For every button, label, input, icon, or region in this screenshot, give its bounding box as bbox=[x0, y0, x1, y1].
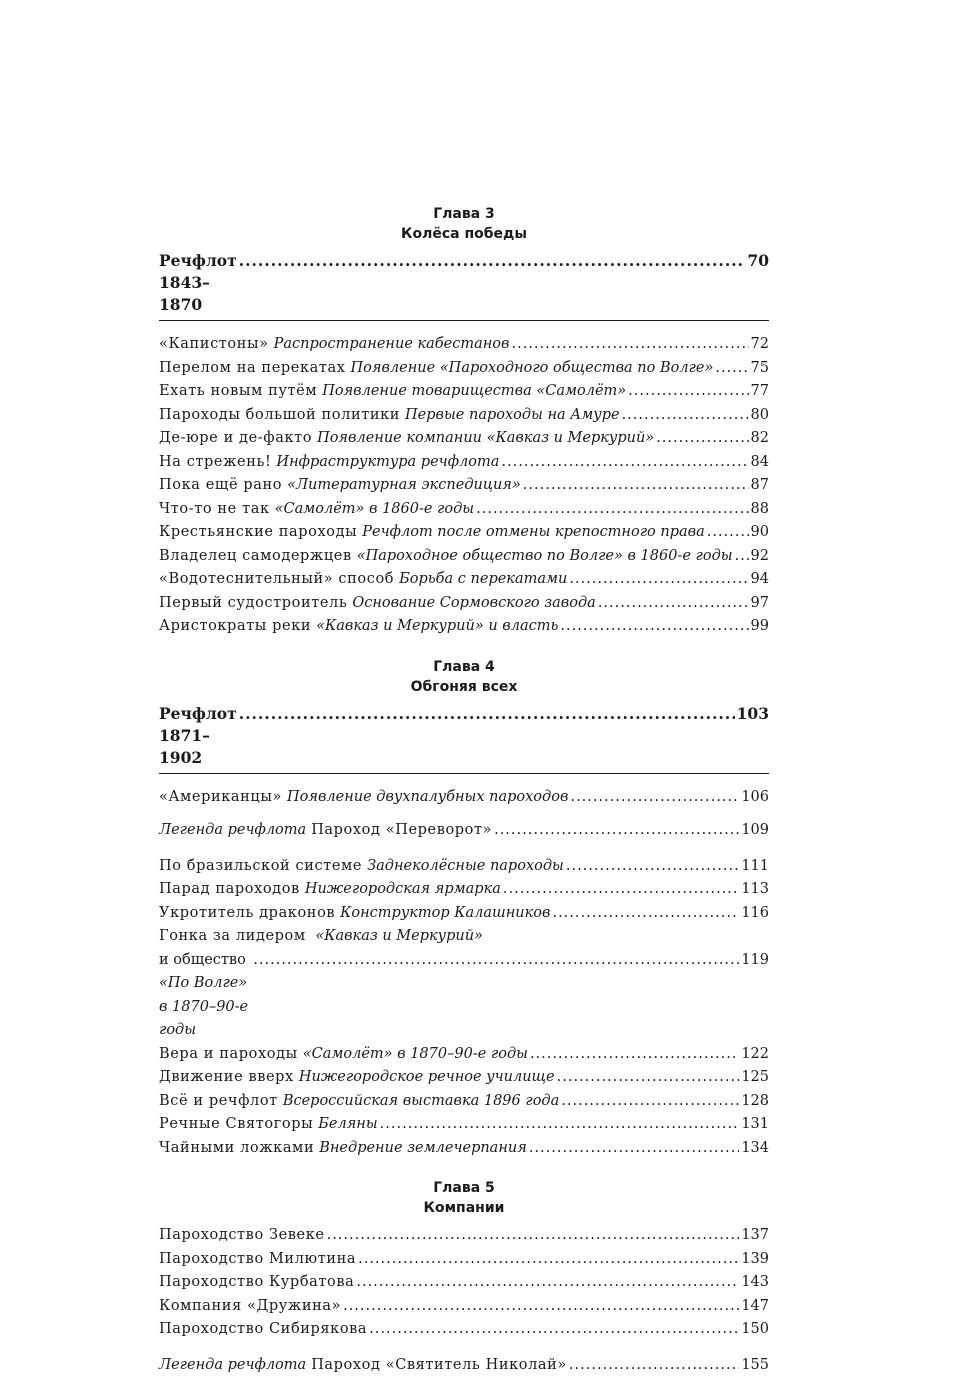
page-number: 82 bbox=[751, 427, 769, 451]
chapter-4 bbox=[159, 657, 769, 1161]
dot-leader bbox=[239, 703, 735, 725]
page-number: 72 bbox=[751, 333, 769, 357]
toc-entry[interactable] bbox=[159, 902, 769, 926]
main-entry[interactable] bbox=[159, 250, 769, 321]
entry-lead: Первый судостроитель bbox=[159, 592, 347, 616]
toc-entry[interactable] bbox=[159, 333, 769, 357]
dot-leader bbox=[628, 380, 748, 404]
page-number: 87 bbox=[751, 474, 769, 498]
dot-leader bbox=[239, 250, 746, 272]
toc-entry[interactable] bbox=[159, 1043, 769, 1067]
toc-entry[interactable] bbox=[159, 615, 769, 639]
entry-lead: Пароходство Зевеке bbox=[159, 1224, 325, 1248]
dot-leader bbox=[707, 521, 749, 545]
entry-lead: «Водотеснительный» способ bbox=[159, 568, 394, 592]
chapter-label: Глава 3 bbox=[159, 204, 769, 224]
entry-continuation: и общество bbox=[159, 952, 246, 968]
entry-lead: По бразильской системе bbox=[159, 855, 362, 879]
main-entry[interactable] bbox=[159, 703, 769, 774]
dot-leader bbox=[358, 1248, 739, 1272]
toc-entry[interactable] bbox=[159, 1066, 769, 1090]
toc-entry[interactable] bbox=[159, 1224, 769, 1248]
entry-subtitle: Инфраструктура речфлота bbox=[276, 451, 499, 475]
page-number: 92 bbox=[751, 545, 769, 569]
page-number: 84 bbox=[751, 451, 769, 475]
entry-list bbox=[159, 855, 769, 926]
toc-entry[interactable] bbox=[159, 855, 769, 879]
dot-leader bbox=[380, 1113, 740, 1137]
page-number: 147 bbox=[741, 1295, 769, 1319]
entry-subtitle: Борьба с перекатами bbox=[399, 568, 567, 592]
dot-leader bbox=[560, 615, 748, 639]
page-number: 113 bbox=[741, 878, 769, 902]
dot-leader bbox=[735, 545, 749, 569]
entry-lead: «Капистоны» bbox=[159, 333, 269, 357]
page-number: 99 bbox=[751, 615, 769, 639]
legend-entry[interactable] bbox=[159, 819, 769, 843]
toc-entry[interactable] bbox=[159, 545, 769, 569]
chapter-3 bbox=[159, 204, 769, 639]
entry-lead: Компания «Дружина» bbox=[159, 1295, 341, 1319]
toc-entry[interactable] bbox=[159, 404, 769, 428]
toc-entry[interactable] bbox=[159, 1318, 769, 1342]
entry-subtitle: Появление двухпалубных пароходов bbox=[287, 786, 568, 810]
page-number: 97 bbox=[751, 592, 769, 616]
entry-lead: Парад пароходов bbox=[159, 878, 300, 902]
entry-lead: Де-юре и де-факто bbox=[159, 427, 312, 451]
entry-lead: Что-то не так bbox=[159, 498, 270, 522]
toc-entry[interactable] bbox=[159, 451, 769, 475]
dot-leader bbox=[622, 404, 749, 428]
page-number: 94 bbox=[751, 568, 769, 592]
page-number: 150 bbox=[741, 1318, 769, 1342]
dot-leader bbox=[561, 1090, 739, 1114]
dot-leader bbox=[369, 1318, 739, 1342]
dot-leader bbox=[494, 819, 739, 843]
page-number: 109 bbox=[741, 819, 769, 843]
page-number: 134 bbox=[741, 1137, 769, 1161]
entry-subtitle: Основание Сормовского завода bbox=[352, 592, 595, 616]
entry-subtitle: Пароход «Святитель Николай» bbox=[311, 1354, 567, 1377]
entry-subtitle: Всероссийская выставка 1896 года bbox=[283, 1090, 559, 1114]
page-number: 155 bbox=[741, 1354, 769, 1377]
chapter-label: Глава 4 bbox=[159, 657, 769, 677]
entry-lead: На стрежень! bbox=[159, 451, 271, 475]
entry-lead: Крестьянские пароходы bbox=[159, 521, 357, 545]
entry-subtitle: Нижегородская ярмарка bbox=[305, 878, 501, 902]
entry-lead: Движение вверх bbox=[159, 1066, 294, 1090]
page-number: 90 bbox=[751, 521, 769, 545]
dot-leader bbox=[569, 1354, 739, 1377]
entry-lead: Легенда речфлота bbox=[159, 819, 306, 843]
chapter-title: Колёса победы bbox=[159, 224, 769, 244]
dot-leader bbox=[523, 474, 749, 498]
entry-lead: Укротитель драконов bbox=[159, 902, 335, 926]
entry-subtitle: Распространение кабестанов bbox=[274, 333, 510, 357]
page-number: 70 bbox=[747, 250, 769, 272]
entry-lead: Вера и пароходы bbox=[159, 1043, 298, 1067]
table-of-contents bbox=[159, 204, 769, 1377]
dot-leader bbox=[511, 333, 748, 357]
chapter-label: Глава 5 bbox=[159, 1178, 769, 1198]
page-number: 103 bbox=[737, 703, 769, 725]
dot-leader bbox=[570, 786, 739, 810]
entry-subtitle: Пароход «Переворот» bbox=[311, 819, 492, 843]
dot-leader bbox=[501, 451, 748, 475]
page-number: 128 bbox=[741, 1090, 769, 1114]
dot-leader bbox=[656, 427, 748, 451]
entry-lead: Пароходство Милютина bbox=[159, 1248, 356, 1272]
toc-entry[interactable] bbox=[159, 474, 769, 498]
dot-leader bbox=[569, 568, 748, 592]
entry-lead: Владелец самодержцев bbox=[159, 545, 352, 569]
main-entry-title: Речфлот 1843–1870 bbox=[159, 250, 237, 316]
page-number: 106 bbox=[741, 786, 769, 810]
main-entry-title: Речфлот 1871–1902 bbox=[159, 703, 237, 769]
entry-lead: Пароходство Сибирякова bbox=[159, 1318, 367, 1342]
entry-list bbox=[159, 1224, 769, 1342]
toc-entry[interactable] bbox=[159, 1271, 769, 1295]
entry-subtitle: «Литературная экспедиция» bbox=[287, 474, 521, 498]
toc-entry[interactable] bbox=[159, 427, 769, 451]
entry-list bbox=[159, 333, 769, 639]
entry-continuation-italic: «По Волге» в 1870–90-е годы bbox=[159, 975, 248, 1038]
toc-entry[interactable] bbox=[159, 357, 769, 381]
entry-subtitle: Внедрение землечерпания bbox=[319, 1137, 527, 1161]
page-number: 131 bbox=[741, 1113, 769, 1137]
entry-subtitle: Заднеколёсные пароходы bbox=[367, 855, 564, 879]
dot-leader bbox=[566, 855, 739, 879]
dot-leader bbox=[552, 902, 739, 926]
dot-leader bbox=[327, 1224, 740, 1248]
entry-subtitle: Появление «Пароходного общества по Волге» bbox=[351, 357, 714, 381]
page-number: 119 bbox=[741, 949, 769, 973]
toc-entry[interactable] bbox=[159, 592, 769, 616]
legend-entry[interactable] bbox=[159, 1354, 769, 1377]
entry-subtitle: Речфлот после отмены крепостного права bbox=[362, 521, 704, 545]
toc-entry[interactable] bbox=[159, 1137, 769, 1161]
toc-entry[interactable] bbox=[159, 1295, 769, 1319]
dot-leader bbox=[598, 592, 749, 616]
entry-subtitle: «Самолёт» в 1870–90-е годы bbox=[303, 1043, 528, 1067]
toc-entry[interactable] bbox=[159, 1113, 769, 1137]
toc-entry[interactable] bbox=[159, 521, 769, 545]
dot-leader bbox=[715, 357, 748, 381]
toc-entry-two-line[interactable] bbox=[159, 925, 769, 1043]
entry-lead: Пароходы большой политики bbox=[159, 404, 400, 428]
entry-lead: Перелом на перекатах bbox=[159, 357, 346, 381]
page-number: 122 bbox=[741, 1043, 769, 1067]
entry-subtitle: «Самолёт» в 1860-е годы bbox=[275, 498, 475, 522]
chapter-title: Компании bbox=[159, 1198, 769, 1218]
entry-lead: Чайными ложками bbox=[159, 1137, 314, 1161]
page-number: 143 bbox=[741, 1271, 769, 1295]
entry-subtitle: Конструктор Калашников bbox=[340, 902, 550, 926]
toc-entry[interactable] bbox=[159, 1090, 769, 1114]
entry-lead: Пароходство Курбатова bbox=[159, 1271, 354, 1295]
entry-lead: Легенда речфлота bbox=[159, 1354, 306, 1377]
entry-subtitle: «Пароходное общество по Волге» в 1860-е годы bbox=[357, 545, 733, 569]
page-number: 77 bbox=[751, 380, 769, 404]
entry-subtitle: Появление компании «Кавказ и Меркурий» bbox=[317, 427, 654, 451]
entry-subtitle: Нижегородское речное училище bbox=[299, 1066, 555, 1090]
dot-leader bbox=[343, 1295, 739, 1319]
entry-subtitle: «Кавказ и Меркурий» bbox=[315, 928, 483, 944]
toc-entry[interactable] bbox=[159, 380, 769, 404]
page-number: 80 bbox=[751, 404, 769, 428]
entry-subtitle: «Кавказ и Меркурий» и власть bbox=[316, 615, 558, 639]
page-number: 88 bbox=[751, 498, 769, 522]
entry-lead: Всё и речфлот bbox=[159, 1090, 278, 1114]
toc-entry[interactable] bbox=[159, 498, 769, 522]
dot-leader bbox=[253, 949, 739, 973]
entry-lead: Пока ещё рано bbox=[159, 474, 282, 498]
entry-subtitle: Беляны bbox=[318, 1113, 377, 1137]
chapter-title: Обгоняя всех bbox=[159, 677, 769, 697]
entry-subtitle: Появление товарищества «Самолёт» bbox=[322, 380, 626, 404]
dot-leader bbox=[356, 1271, 739, 1295]
page-number: 137 bbox=[741, 1224, 769, 1248]
dot-leader bbox=[529, 1137, 739, 1161]
entry-list bbox=[159, 1043, 769, 1161]
dot-leader bbox=[557, 1066, 740, 1090]
toc-entry[interactable] bbox=[159, 568, 769, 592]
chapter-5 bbox=[159, 1178, 769, 1377]
entry-subtitle: Первые пароходы на Амуре bbox=[405, 404, 620, 428]
toc-entry[interactable] bbox=[159, 1248, 769, 1272]
toc-entry[interactable] bbox=[159, 878, 769, 902]
page-number: 139 bbox=[741, 1248, 769, 1272]
dot-leader bbox=[530, 1043, 739, 1067]
entry-lead: Ехать новым путём bbox=[159, 380, 317, 404]
entry-lead: Гонка за лидером bbox=[159, 928, 306, 944]
page-number: 111 bbox=[741, 855, 769, 879]
entry-lead: Речные Святогоры bbox=[159, 1113, 313, 1137]
entry-lead: «Американцы» bbox=[159, 786, 282, 810]
page-number: 116 bbox=[741, 902, 769, 926]
entry-lead: Аристократы реки bbox=[159, 615, 311, 639]
toc-entry[interactable] bbox=[159, 786, 769, 810]
dot-leader bbox=[476, 498, 748, 522]
page-number: 75 bbox=[751, 357, 769, 381]
dot-leader bbox=[503, 878, 739, 902]
page-number: 125 bbox=[741, 1066, 769, 1090]
